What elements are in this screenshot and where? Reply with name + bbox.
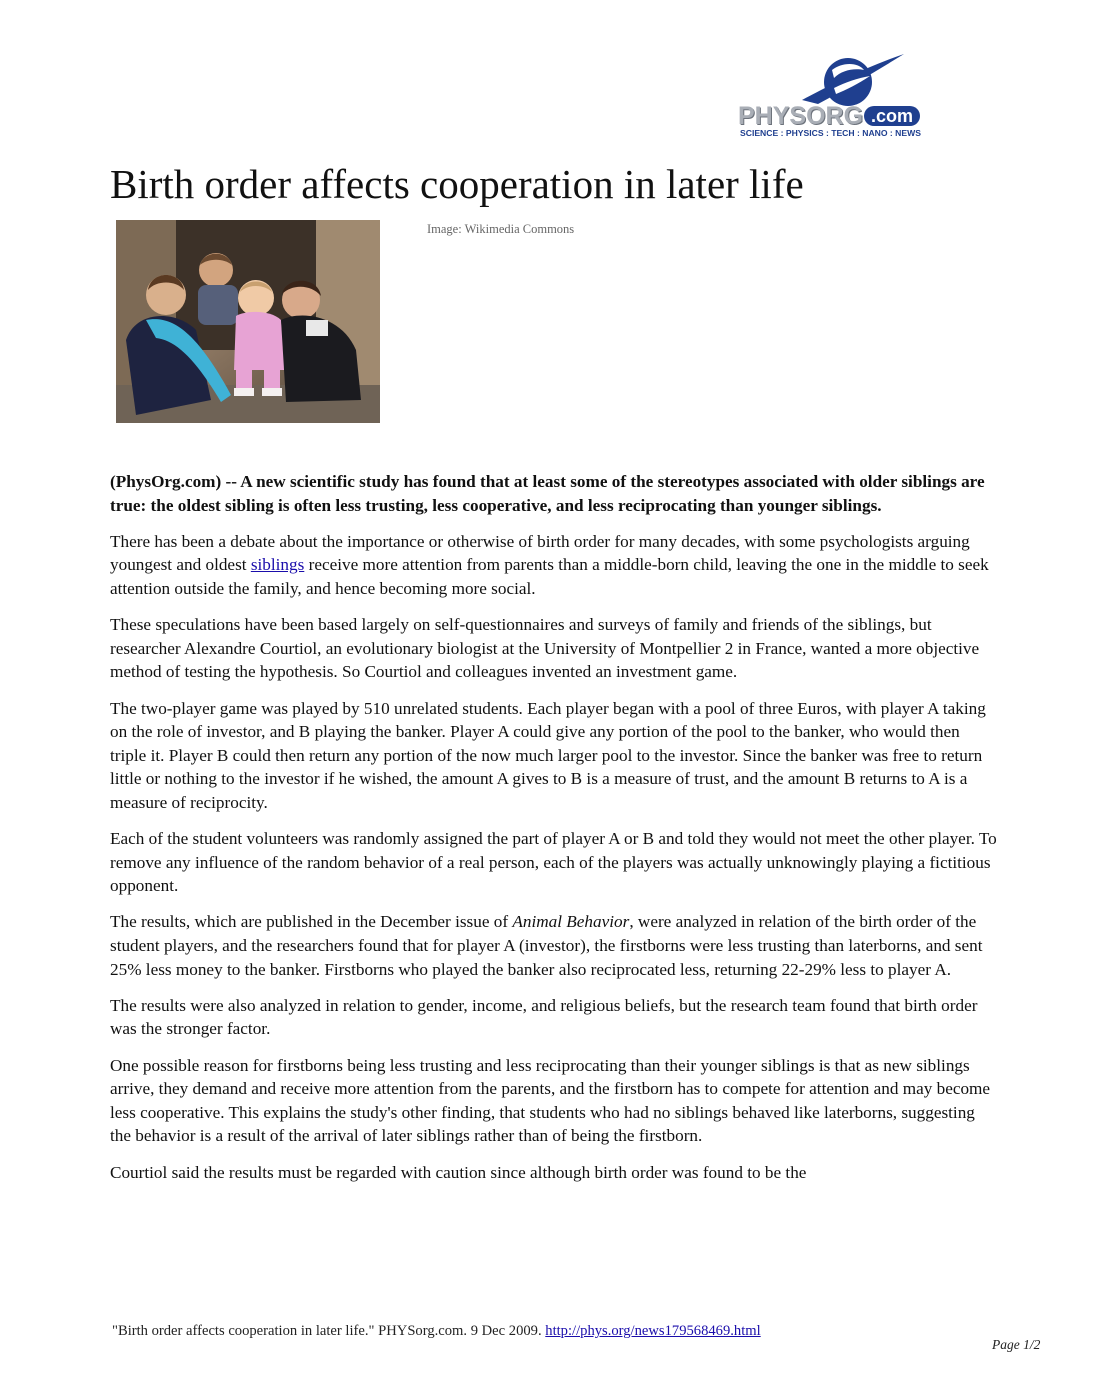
page-number: Page 1/2 (992, 1337, 1041, 1352)
paragraph-1-before: There has been a debate about the importance or otherwise of birth order for many decades, with some psychologists arguing youngest and oldest (110, 531, 970, 575)
journal-name: Animal Behavior (512, 912, 630, 932)
paragraph-1 (110, 530, 998, 601)
article-photo (116, 220, 380, 423)
logo-wordmark-text: PHYSORG (738, 102, 864, 130)
paragraph-4: Each of the student volunteers was randomly assigned the part of player A or B and told they would not meet the other player. To remove any influence of the random behavior of a real person, each of the players was actually unknowingly playing a fictitious opponent. (110, 829, 997, 896)
paragraph-6: The results were also analyzed in relation to gender, income, and religious beliefs, but the research team found that birth order was the stronger factor. (110, 995, 978, 1039)
children-photo-image (116, 220, 380, 423)
paragraph-5-after: , were analyzed in relation of the birth order of the student players, and the researchers found that for player A (investor), the firstborns were less trusting than laterborns, and sent 25% less money to the banker. Firstborns who played the banker also reciprocated less, returning 22-29% less to player A. (110, 912, 983, 979)
siblings-link[interactable]: siblings (250, 555, 305, 575)
citation-text: "Birth order affects cooperation in later life." PHYSorg.com. 9 Dec 2009. (112, 1323, 546, 1339)
paragraph-8: Courtiol said the results must be regarded with caution since although birth order was found to be the (110, 1162, 807, 1182)
article-title: Birth order affects cooperation in later life (110, 161, 804, 207)
physorg-logo (738, 48, 952, 140)
logo-tagline: SCIENCE : PHYSICS : TECH : NANO : NEWS (740, 128, 921, 138)
footer-citation (112, 1323, 761, 1340)
article-body (110, 470, 998, 1197)
logo-wordmark (738, 104, 920, 128)
paragraph-7: One possible reason for firstborns being less trusting and less reciprocating than their younger siblings is that as new siblings arrive, they demand and receive more attention from the parents, and the firstborn has to compete for attention and may become less cooperative. This explains the study's other finding, that students who had no siblings behaved like laterborns, suggesting the behavior is a result of the arrival of later siblings rather than of being the firstborn. (110, 1055, 991, 1146)
paragraph-1-after: receive more attention from parents than a middle-born child, leaving the one in the middle to seek attention outside the family, and hence becoming more social. (110, 555, 989, 598)
paragraph-5-before: The results, which are published in the December issue of (110, 912, 513, 932)
lead-source: (PhysOrg.com) (110, 472, 222, 491)
lead-text: -- A new scientific study has found that at least some of the stereotypes associated with older siblings are true: the oldest sibling is often less trusting, less cooperative, and less reciprocating than younger siblings. (110, 472, 985, 515)
paragraph-5 (110, 910, 998, 981)
paragraph-3: The two-player game was played by 510 unrelated students. Each player began with a pool of three Euros, with player A taking on the role of investor, and B playing the banker. Player A could give any portion of the pool to the banker, who would then triple it. Player B could then return any portion of the now much larger pool to the investor. Since the banker was free to return little or nothing to the investor if he wished, the amount A gives to B is a measure of trust, and the amount B returns to A is a measure of reciprocity. (110, 698, 986, 812)
citation-url-link[interactable]: http://phys.org/news179568469.html (545, 1323, 761, 1339)
paragraph-2: These speculations have been based largely on self-questionnaires and surveys of family and friends of the siblings, but researcher Alexandre Courtiol, an evolutionary biologist at the University of Montpellier 2 in France, wanted a more objective method of testing the hypothesis. So Courtiol and colleagues invented an investment game. (110, 615, 980, 682)
image-caption: Image: Wikimedia Commons (427, 222, 575, 236)
logo-com-badge: .com (864, 106, 920, 126)
lead-paragraph (110, 470, 998, 517)
